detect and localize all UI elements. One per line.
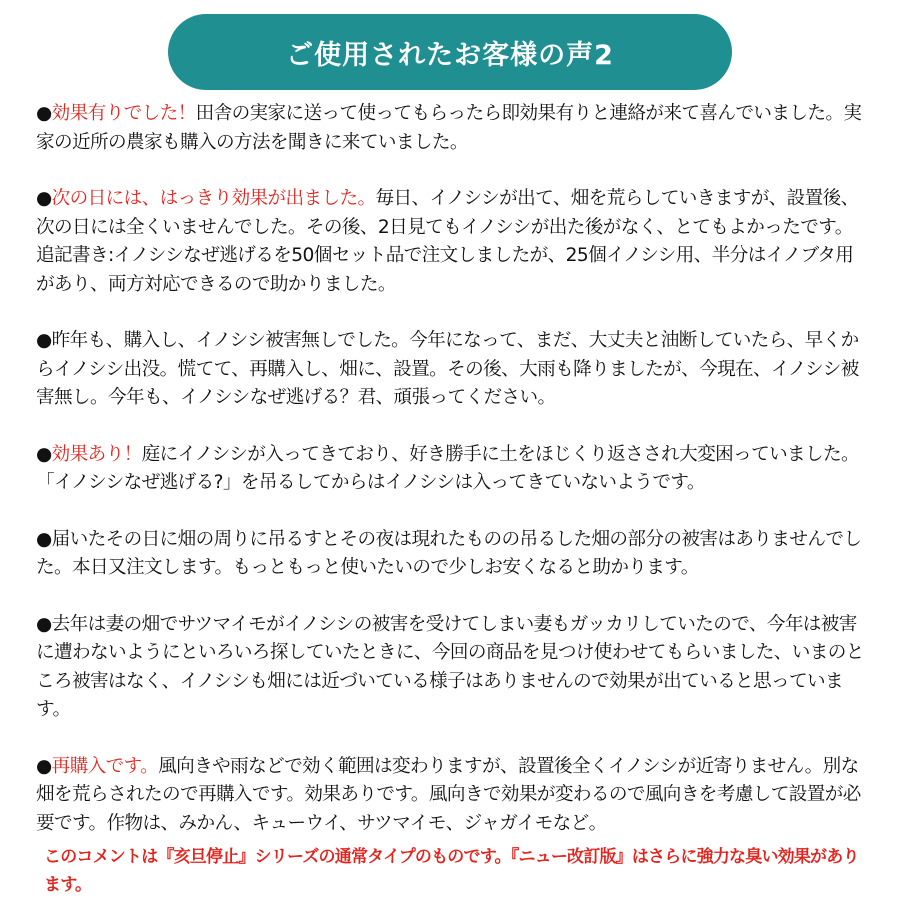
bullet-icon: ● [36, 528, 52, 550]
review-text: 田舎の実家に送って使ってもらったら即効果有りと連絡が来て喜んでいました。実家の近所の農家も購入の方法を聞きに来ていました。 [36, 103, 862, 153]
review-item [36, 526, 870, 583]
bullet-icon: ● [36, 755, 52, 777]
review-item [36, 100, 870, 157]
review-highlight: 効果有りでした！ [51, 103, 196, 124]
review-text: 風向きや雨などで効く範囲は変わりますが、設置後全くイノシシが近寄りません。別な畑を荒らされたので再購入です。効果ありです。風向きで効果が変わるので風向きを考慮して設置が必要です。作物は、みかん、キューウイ、サツマイモ、ジャガイモなど。 [36, 755, 861, 834]
review-item [36, 185, 870, 299]
bullet-icon: ● [36, 443, 52, 465]
review-item [36, 327, 870, 413]
bullet-icon: ● [36, 103, 52, 124]
bullet-icon: ● [36, 613, 52, 635]
review-item [36, 753, 870, 839]
bullet-icon: ● [36, 330, 52, 351]
review-text: 届いたその日に畑の周りに吊るすとその夜は現れたものの吊るした畑の部分の被害はありませんでした。本日又注文します。もっともっと使いたいので少しお安くなると助かります。 [36, 528, 862, 578]
review-text: 昨年も、購入し、イノシシ被害無しでした。今年になって、まだ、大丈夫と油断していたら、早くからイノシシ出没。慌てて、再購入し、畑に、設置。その後、大雨も降りましたが、今現在、イノシシ被害無し。今年も、イノシシなぜ逃げる？君、頑張ってください。 [36, 330, 859, 408]
title-banner [168, 14, 732, 90]
bullet-icon: ● [36, 188, 52, 209]
review-highlight: 再購入です。 [51, 755, 159, 777]
review-text: 庭にイノシシが入ってきており、好き勝手に土をほじくり返さされ大変困っていました。「イノシシなぜ逃げる?」を吊るしてからはイノシシは入ってきていないようです。 [36, 443, 860, 493]
footer-note: このコメントは『亥旦停止』シリーズの通常タイプのものです。『ニュー改訂版』はさらに強力な臭い効果があります。 [44, 847, 859, 895]
page-title: ご使用されたお客様の声2 [286, 39, 614, 71]
review-highlight: 効果あり！ [51, 443, 142, 465]
review-text: 去年は妻の畑でサツマイモがイノシシの被害を受けてしまい妻もガッカリしていたので、今年は被害に遭わないようにといろいろ探していたときに、今回の商品を見つけ使わせてもらいました、いまのところ被害はなく、イノシシも畑には近づいている様子はありませんので効果が出ていると思っています。 [36, 613, 864, 720]
review-highlight: 次の日には、はっきり効果が出ました。 [51, 188, 376, 209]
review-item [36, 611, 870, 725]
review-item [36, 441, 870, 498]
review-text: 毎日、イノシシが出て、畑を荒らしていきますが、設置後、次の日には全くいませんでした。その後、2日見てもイノシシが出た後がなく、とてもよかったです。追記書き:イノシシなぜ逃げるを50個セット品で注文しましたが、25個イノシシ用、半分はイノブタ用があり、両方対応できるので助かりました。 [36, 188, 859, 295]
review-list [36, 100, 870, 866]
